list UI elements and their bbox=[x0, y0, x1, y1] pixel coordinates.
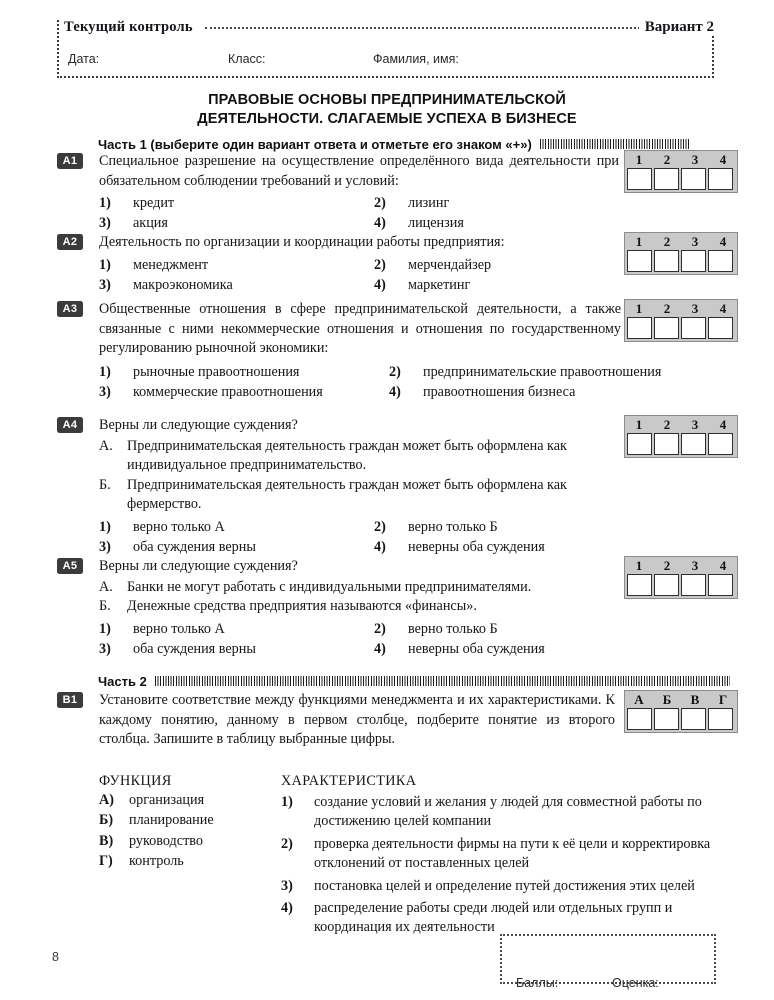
answer-cell-1[interactable] bbox=[627, 433, 652, 455]
characteristic-key: 1) bbox=[281, 794, 293, 810]
option-2-number: 2) bbox=[374, 256, 386, 273]
option-4[interactable] bbox=[374, 537, 545, 557]
answer-grid-col-4: 4 bbox=[719, 152, 727, 167]
options-row bbox=[99, 193, 619, 213]
characteristic-item[interactable] bbox=[281, 877, 741, 896]
question-badge: A2 bbox=[57, 234, 83, 250]
answer-grid-col-2: 2 bbox=[663, 417, 671, 432]
answer-grid-col-3: 3 bbox=[691, 152, 699, 167]
answer-grid-col-1: 1 bbox=[635, 152, 643, 167]
option-3[interactable] bbox=[99, 382, 323, 402]
option-1-text: верно только А bbox=[133, 620, 225, 637]
question-stem: Деятельность по организации и координации работы предприятия: bbox=[99, 234, 505, 250]
score-label[interactable]: Баллы: bbox=[516, 976, 559, 990]
answer-cell-a[interactable] bbox=[627, 708, 652, 730]
option-3-text: оба суждения верны bbox=[133, 640, 256, 657]
header-label: Текущий контроль bbox=[62, 20, 197, 35]
answer-grid-col-1: 1 bbox=[635, 558, 643, 573]
question-body bbox=[99, 233, 629, 295]
answer-cell-4[interactable] bbox=[708, 317, 733, 339]
name-field-label[interactable]: Фамилия, имя: bbox=[373, 52, 459, 66]
judgement-b bbox=[99, 597, 599, 617]
answer-grid-col-1: 1 bbox=[635, 301, 643, 316]
characteristic-item[interactable] bbox=[281, 899, 741, 938]
judgement-b-key: Б. bbox=[99, 598, 111, 615]
mark-label[interactable]: Оценка: bbox=[612, 976, 659, 990]
date-field-label[interactable]: Дата: bbox=[68, 52, 100, 66]
judgements-list bbox=[99, 437, 619, 515]
answer-grid-col-2: 2 bbox=[663, 152, 671, 167]
judgement-b-key: Б. bbox=[99, 476, 111, 493]
answer-grid-cells bbox=[625, 433, 737, 457]
answer-cell-2[interactable] bbox=[654, 317, 679, 339]
options-row bbox=[99, 517, 619, 537]
judgements-list bbox=[99, 578, 599, 617]
option-1[interactable] bbox=[99, 362, 299, 382]
answer-grid-col-3: 3 bbox=[691, 558, 699, 573]
variant-label: Вариант 2 bbox=[639, 19, 714, 35]
characteristic-key: 3) bbox=[281, 877, 293, 894]
answer-cell-1[interactable] bbox=[627, 317, 652, 339]
answer-cell-2[interactable] bbox=[654, 433, 679, 455]
question-stem: Специальное разрешение на осуществление определённого вида деятельности при обязательном соблюдении требований и условий: bbox=[99, 153, 619, 189]
options-list bbox=[99, 517, 619, 557]
option-2-number: 2) bbox=[389, 363, 401, 380]
option-3-number: 3) bbox=[99, 276, 111, 293]
option-3[interactable] bbox=[99, 537, 256, 557]
answer-grid-col-2: 2 bbox=[663, 234, 671, 249]
characteristic-item[interactable] bbox=[281, 793, 741, 832]
function-item[interactable] bbox=[99, 811, 279, 830]
question-body bbox=[99, 416, 619, 557]
option-1-number: 1) bbox=[99, 256, 111, 273]
characteristic-text: распределение работы среди людей или отдельных групп и координация их деятельности bbox=[314, 900, 673, 936]
option-2-text: мерчендайзер bbox=[408, 256, 492, 273]
part-2-heading bbox=[98, 673, 730, 689]
characteristic-key: 4) bbox=[281, 900, 293, 917]
answer-grid-b1[interactable] bbox=[624, 690, 738, 733]
answer-grid-col-2: 2 bbox=[663, 301, 671, 316]
judgement-b bbox=[99, 476, 619, 515]
option-1-number: 1) bbox=[99, 518, 111, 535]
judgement-a bbox=[99, 578, 599, 598]
option-4-text: маркетинг bbox=[408, 276, 471, 293]
judgement-a bbox=[99, 437, 619, 476]
option-3[interactable] bbox=[99, 275, 233, 295]
options-row bbox=[99, 619, 599, 639]
function-text: руководство bbox=[129, 832, 203, 849]
function-key: В) bbox=[99, 832, 114, 849]
answer-cell-1[interactable] bbox=[627, 168, 652, 190]
question-body bbox=[99, 300, 662, 402]
answer-grid-a4[interactable] bbox=[624, 415, 738, 458]
option-1-number: 1) bbox=[99, 620, 111, 637]
question-badge: A1 bbox=[57, 153, 83, 169]
characteristic-key: 2) bbox=[281, 835, 293, 852]
answer-grid-col-1: 1 bbox=[635, 417, 643, 432]
option-4[interactable] bbox=[374, 213, 464, 233]
score-box bbox=[500, 934, 716, 990]
option-4-text: лицензия bbox=[408, 215, 464, 232]
answer-grid-col-4: 4 bbox=[719, 417, 727, 432]
functions-column-header: ФУНКЦИЯ bbox=[99, 773, 172, 789]
answer-grid-a3[interactable] bbox=[624, 299, 738, 342]
option-1[interactable] bbox=[99, 619, 225, 639]
hatch-rule bbox=[540, 139, 691, 149]
characteristic-text: создание условий и желания у людей для совместной работы по достижению целей компании bbox=[314, 794, 702, 830]
judgement-b-text: Предпринимательская деятельность граждан может быть оформлена как фермерство. bbox=[127, 476, 567, 513]
function-text: планирование bbox=[129, 812, 214, 829]
answer-grid-col-4: 4 bbox=[719, 301, 727, 316]
option-1[interactable] bbox=[99, 193, 174, 213]
option-2[interactable] bbox=[374, 619, 498, 639]
options-row bbox=[99, 255, 629, 275]
function-key: Г) bbox=[99, 853, 113, 870]
answer-grid-col-v: В bbox=[690, 692, 700, 707]
answer-grid-cells bbox=[625, 574, 737, 598]
option-4-number: 4) bbox=[374, 538, 386, 555]
function-key: Б) bbox=[99, 812, 114, 829]
option-4[interactable] bbox=[374, 275, 470, 295]
answer-grid-a1[interactable] bbox=[624, 150, 738, 193]
answer-cell-1[interactable] bbox=[627, 250, 652, 272]
question-stem: Общественные отношения в сфере предпринимательской деятельности, а также связанные с ними некоммерческие отношения и отношения по государственному регулированию рыночной экономики: bbox=[99, 301, 621, 357]
options-list bbox=[99, 193, 619, 233]
function-text: организация bbox=[129, 792, 205, 808]
option-1-text: кредит bbox=[133, 195, 175, 212]
answer-grid-header bbox=[625, 557, 737, 574]
question-badge: A3 bbox=[57, 301, 83, 317]
part-2-label: Часть 2 bbox=[98, 674, 147, 690]
question-body bbox=[99, 152, 619, 233]
answer-cell-3[interactable] bbox=[681, 433, 706, 455]
class-field-label[interactable]: Класс: bbox=[228, 52, 266, 66]
answer-cell-4[interactable] bbox=[708, 433, 733, 455]
option-1-number: 1) bbox=[99, 363, 111, 380]
option-3-text: коммерческие правоотношения bbox=[133, 383, 323, 400]
option-4-number: 4) bbox=[389, 383, 401, 400]
option-4[interactable] bbox=[389, 382, 575, 402]
options-list bbox=[99, 255, 629, 295]
answer-grid-header bbox=[625, 416, 737, 433]
option-3-number: 3) bbox=[99, 383, 111, 400]
judgement-a-text: Банки не могут работать с индивидуальными предпринимателями. bbox=[127, 578, 532, 595]
options-list bbox=[99, 619, 599, 659]
option-4-number: 4) bbox=[374, 215, 386, 232]
answer-grid-a5[interactable] bbox=[624, 556, 738, 599]
question-stem: Установите соответствие между функциями менеджмента и их характеристиками. К каждому понятию, данному в первом столбце, подберите понятие из второго столбца. Запишите в таблицу выбранные цифры. bbox=[99, 692, 615, 748]
option-1[interactable] bbox=[99, 517, 225, 537]
answer-cell-4[interactable] bbox=[708, 250, 733, 272]
option-2-number: 2) bbox=[374, 620, 386, 637]
option-3-number: 3) bbox=[99, 538, 111, 555]
answer-cell-2[interactable] bbox=[654, 574, 679, 596]
function-item[interactable] bbox=[99, 832, 279, 851]
option-2-number: 2) bbox=[374, 195, 386, 212]
option-2[interactable] bbox=[389, 362, 661, 382]
answer-cell-v[interactable] bbox=[681, 708, 706, 730]
function-key: А) bbox=[99, 792, 114, 808]
question-stem: Верны ли следующие суждения? bbox=[99, 417, 298, 433]
page-title-line-2: ДЕЯТЕЛЬНОСТИ. СЛАГАЕМЫЕ УСПЕХА В БИЗНЕСЕ bbox=[197, 110, 577, 127]
answer-cell-b[interactable] bbox=[654, 708, 679, 730]
answer-cell-g[interactable] bbox=[708, 708, 733, 730]
option-2-text: предпринимательские правоотношения bbox=[423, 363, 662, 380]
option-1-text: верно только А bbox=[133, 518, 225, 535]
question-badge: A5 bbox=[57, 558, 83, 574]
function-text: контроль bbox=[129, 853, 184, 870]
options-row bbox=[99, 382, 621, 402]
option-3-number: 3) bbox=[99, 215, 111, 232]
judgement-a-key: А. bbox=[99, 578, 113, 595]
answer-grid-col-4: 4 bbox=[719, 234, 727, 249]
function-item[interactable] bbox=[99, 852, 279, 871]
answer-grid-header bbox=[625, 233, 737, 250]
answer-cell-4[interactable] bbox=[708, 574, 733, 596]
answer-grid-col-4: 4 bbox=[719, 558, 727, 573]
option-4-text: неверны оба суждения bbox=[408, 538, 545, 555]
option-2-text: лизинг bbox=[408, 195, 450, 212]
characteristics-column-header: ХАРАКТЕРИСТИКА bbox=[281, 773, 417, 789]
option-3-text: акция bbox=[133, 215, 168, 232]
answer-grid-cells bbox=[625, 708, 737, 732]
answer-cell-4[interactable] bbox=[708, 168, 733, 190]
option-2[interactable] bbox=[374, 517, 498, 537]
option-4-text: правоотношения бизнеса bbox=[423, 383, 576, 400]
option-1[interactable] bbox=[99, 255, 208, 275]
judgement-a-text: Предпринимательская деятельность граждан может быть оформлена как индивидуальное предпринимательство. bbox=[127, 437, 567, 474]
answer-cell-1[interactable] bbox=[627, 574, 652, 596]
answer-grid-a2[interactable] bbox=[624, 232, 738, 275]
answer-grid-col-3: 3 bbox=[691, 417, 699, 432]
answer-cell-3[interactable] bbox=[681, 317, 706, 339]
option-4-number: 4) bbox=[374, 276, 386, 293]
answer-grid-header bbox=[625, 691, 737, 708]
answer-grid-header bbox=[625, 151, 737, 168]
question-badge: B1 bbox=[57, 692, 83, 708]
question-body bbox=[99, 557, 599, 659]
question-body bbox=[99, 691, 615, 750]
option-2[interactable] bbox=[374, 193, 449, 213]
option-3[interactable] bbox=[99, 639, 256, 659]
option-4-number: 4) bbox=[374, 640, 386, 657]
question-stem: Верны ли следующие суждения? bbox=[99, 558, 298, 574]
option-4-text: неверны оба суждения bbox=[408, 640, 545, 657]
option-3-text: макроэкономика bbox=[133, 276, 233, 293]
options-row bbox=[99, 537, 619, 557]
option-1-text: рыночные правоотношения bbox=[133, 363, 300, 380]
part-1-label: Часть 1 (выберите один вариант ответа и отметьте его знаком «+») bbox=[98, 137, 532, 153]
options-row bbox=[99, 213, 619, 233]
answer-grid-col-a: А bbox=[634, 692, 644, 707]
answer-grid-col-3: 3 bbox=[691, 301, 699, 316]
judgement-b-text: Денежные средства предприятия называются «финансы». bbox=[127, 598, 477, 615]
option-3[interactable] bbox=[99, 213, 168, 233]
answer-cell-3[interactable] bbox=[681, 168, 706, 190]
options-row bbox=[99, 639, 599, 659]
page-number: 8 bbox=[52, 950, 59, 964]
option-3-number: 3) bbox=[99, 640, 111, 657]
answer-grid-col-1: 1 bbox=[635, 234, 643, 249]
answer-grid-col-b: Б bbox=[662, 692, 672, 707]
answer-cell-3[interactable] bbox=[681, 250, 706, 272]
header-fields bbox=[0, 52, 774, 74]
part-1-heading bbox=[98, 136, 691, 152]
page-title-line-1: ПРАВОВЫЕ ОСНОВЫ ПРЕДПРИНИМАТЕЛЬСКОЙ bbox=[208, 92, 566, 108]
option-2-number: 2) bbox=[374, 518, 386, 535]
option-4[interactable] bbox=[374, 639, 545, 659]
judgement-a-key: А. bbox=[99, 437, 113, 454]
answer-grid-cells bbox=[625, 168, 737, 192]
question-badge: A4 bbox=[57, 417, 83, 433]
option-2-text: верно только Б bbox=[408, 620, 498, 637]
characteristic-text: проверка деятельности фирмы на пути к её цели и корректировка отклонений от поставленных целей bbox=[314, 835, 711, 872]
answer-grid-cells bbox=[625, 317, 737, 341]
options-list bbox=[99, 362, 662, 402]
answer-cell-3[interactable] bbox=[681, 574, 706, 596]
options-row bbox=[99, 275, 629, 295]
answer-cell-2[interactable] bbox=[654, 168, 679, 190]
characteristic-text: постановка целей и определение путей достижения этих целей bbox=[314, 877, 695, 894]
header-dotted-rule bbox=[205, 27, 660, 29]
answer-grid-col-3: 3 bbox=[691, 234, 699, 249]
answer-grid-col-2: 2 bbox=[663, 558, 671, 573]
page-title bbox=[0, 91, 774, 128]
option-1-text: менеджмент bbox=[133, 256, 209, 273]
answer-grid-header bbox=[625, 300, 737, 317]
matching-functions-column bbox=[99, 773, 279, 872]
answer-grid-col-g: Г bbox=[718, 692, 728, 707]
matching-characteristics-column bbox=[281, 773, 741, 938]
option-2[interactable] bbox=[374, 255, 491, 275]
function-item[interactable] bbox=[99, 791, 279, 810]
options-row bbox=[99, 362, 662, 382]
hatch-rule bbox=[155, 676, 730, 686]
option-2-text: верно только Б bbox=[408, 518, 498, 535]
answer-grid-cells bbox=[625, 250, 737, 274]
answer-cell-2[interactable] bbox=[654, 250, 679, 272]
option-3-text: оба суждения верны bbox=[133, 538, 256, 555]
characteristic-item[interactable] bbox=[281, 835, 741, 874]
option-1-number: 1) bbox=[99, 195, 111, 212]
